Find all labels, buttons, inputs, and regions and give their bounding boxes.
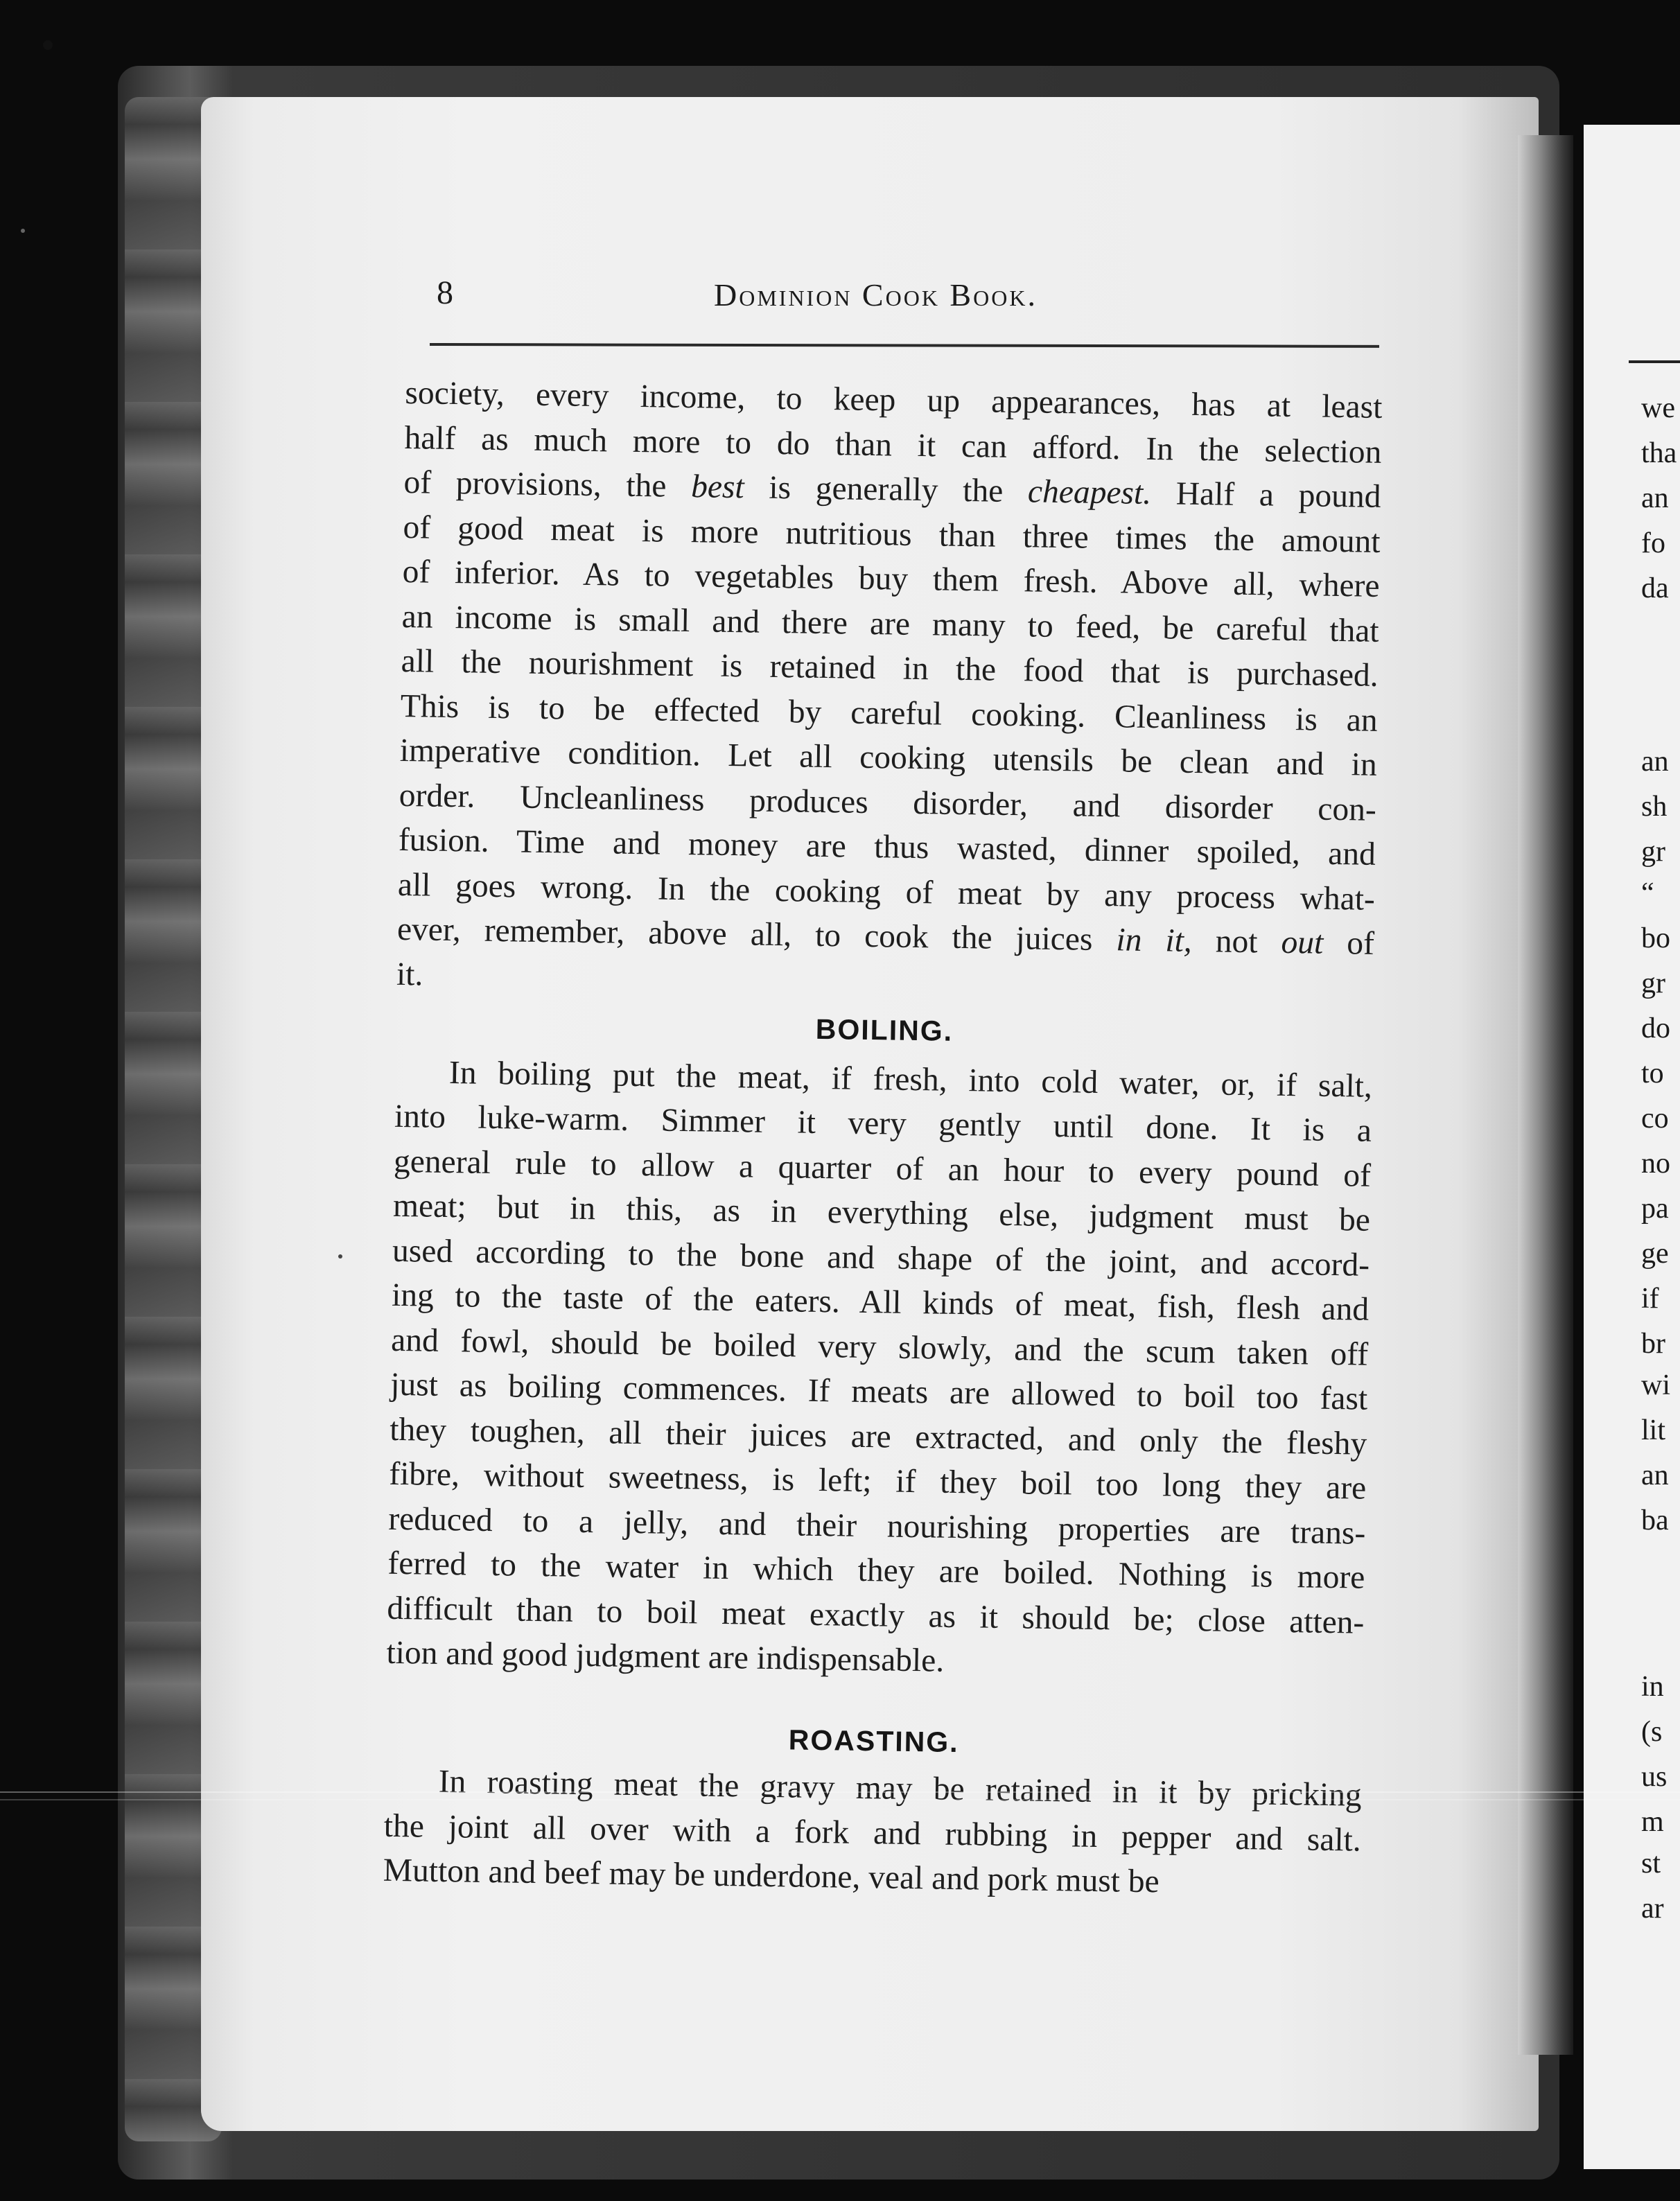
facing-page-fragment: no [1641, 1148, 1670, 1180]
facing-page-fragment: co [1641, 1103, 1669, 1134]
text-line: reduced to a jelly, and their nourishing properties are trans- [388, 1500, 1366, 1552]
book-gutter [1518, 135, 1573, 2055]
facing-page-fragment: an [1641, 482, 1669, 514]
facing-page-fragment: ge [1641, 1238, 1669, 1270]
text-line: fibre, without sweetness, is left; if they boil too long they are [388, 1455, 1367, 1507]
text-line: difficult than to boil meat exactly as it should be; close atten- [387, 1590, 1365, 1641]
facing-page-fragment: br [1641, 1328, 1665, 1360]
facing-page-rule [1629, 360, 1680, 363]
text-line: fusion. Time and money are thus wasted, dinner spoiled, and [398, 821, 1376, 872]
page-number: 8 [437, 274, 453, 311]
text-line: and fowl, should be boiled very slowly, and the scum taken off [390, 1322, 1369, 1373]
text-line: all the nourishment is retained in the food that is purchased. [401, 642, 1379, 694]
facing-page-fragment: in [1641, 1671, 1664, 1703]
facing-page-fragment: pa [1641, 1193, 1669, 1225]
text-line: In roasting meat the gravy may be retained in it by pricking [438, 1763, 1363, 1814]
text-line: of provisions, the best is generally the cheapest. Half a pound [403, 464, 1381, 515]
text-line: imperative condition. Let all cooking utensils be clean and in [399, 732, 1378, 783]
text-line: general rule to allow a quarter of an hour to every pound of [393, 1143, 1372, 1194]
text-line: used according to the bone and shape of the joint, and accord- [392, 1232, 1370, 1283]
text-line: tion and good judgment are indispensable. [386, 1634, 945, 1679]
dust-speck [338, 1254, 342, 1259]
scan-scratch [0, 1799, 1680, 1800]
facing-page-fragment: m [1641, 1806, 1664, 1838]
facing-page-fragment: we [1641, 392, 1675, 424]
facing-page-fragment: da [1641, 572, 1669, 604]
running-title: Dominion Cook Book. [714, 277, 1038, 313]
intro-paragraph [396, 371, 1383, 1011]
text-line: all goes wrong. In the cooking of meat by any process what- [397, 866, 1376, 918]
running-head [430, 274, 1379, 322]
facing-page-fragment: to [1641, 1058, 1664, 1089]
facing-page-fragment: an [1641, 1459, 1669, 1491]
roasting-paragraph [383, 1759, 1362, 1907]
text-line: into luke-warm. Simmer it very gently until done. It is a [394, 1098, 1372, 1149]
facing-page-fragment: do [1641, 1012, 1670, 1044]
text-line: ing to the taste of the eaters. All kinds of meat, fish, flesh and [391, 1277, 1370, 1328]
text-line: ever, remember, above all, to cook the juices in it, not out of [396, 911, 1375, 962]
boiling-paragraph [386, 1049, 1372, 1690]
text-line: meat; but in this, as in everything else, judgment must be [392, 1187, 1371, 1238]
facing-page-fragment: st [1641, 1848, 1661, 1879]
text-line: This is to be effected by careful cooking. Cleanliness is an [400, 687, 1379, 739]
facing-page-fragment: tha [1641, 437, 1677, 469]
text-line: ferred to the water in which they are boiled. Nothing is more [387, 1545, 1365, 1596]
facing-page-fragment: “ [1641, 877, 1654, 909]
text-line: Mutton and beef may be underdone, veal and pork must be [383, 1852, 1160, 1900]
facing-page-fragment: us [1641, 1761, 1668, 1793]
text-line: they toughen, all their juices are extracted, and only the fleshy [389, 1411, 1367, 1462]
text-line: In boiling put the meat, if fresh, into cold water, or, if salt, [448, 1054, 1373, 1105]
facing-page-fragment: ar [1641, 1893, 1664, 1924]
dust-speck [43, 40, 53, 50]
facing-page-fragment: if [1641, 1283, 1659, 1315]
text-line: of inferior. As to vegetables buy them fresh. Above all, where [402, 553, 1380, 604]
boiling-heading: BOILING. [815, 1012, 954, 1047]
scan-scratch [0, 1791, 1680, 1793]
facing-page-fragment: lit [1641, 1414, 1666, 1446]
text-line: society, every income, to keep up appearances, has at least [405, 374, 1383, 426]
facing-page-fragment: ba [1641, 1505, 1669, 1536]
text-line: of good meat is more nutritious than three times the amount [403, 509, 1381, 560]
facing-page-fragment: (s [1641, 1716, 1663, 1748]
text-line: it. [396, 956, 423, 992]
facing-page-fragment: an [1641, 746, 1669, 778]
roasting-heading: ROASTING. [788, 1723, 959, 1758]
text-line: just as boiling commences. If meats are allowed to boil too fast [390, 1366, 1368, 1417]
text-line: half as much more to do than it can afford. In the selection [404, 419, 1382, 471]
dust-speck [21, 229, 25, 233]
page-body [383, 371, 1382, 1907]
text-line: the joint all over with a fork and rubbing in pepper and salt. [383, 1807, 1362, 1859]
text-line: order. Uncleanliness produces disorder, and disorder con- [399, 777, 1377, 828]
facing-page-fragment: gr [1641, 836, 1665, 868]
facing-page-fragment: wi [1641, 1369, 1670, 1401]
facing-page-fragment: bo [1641, 922, 1670, 954]
text-line: an income is small and there are many to feed, be careful that [401, 598, 1379, 649]
facing-page-fragment: fo [1641, 527, 1665, 559]
facing-page-fragment: gr [1641, 967, 1665, 999]
facing-page-fragment: sh [1641, 791, 1668, 823]
